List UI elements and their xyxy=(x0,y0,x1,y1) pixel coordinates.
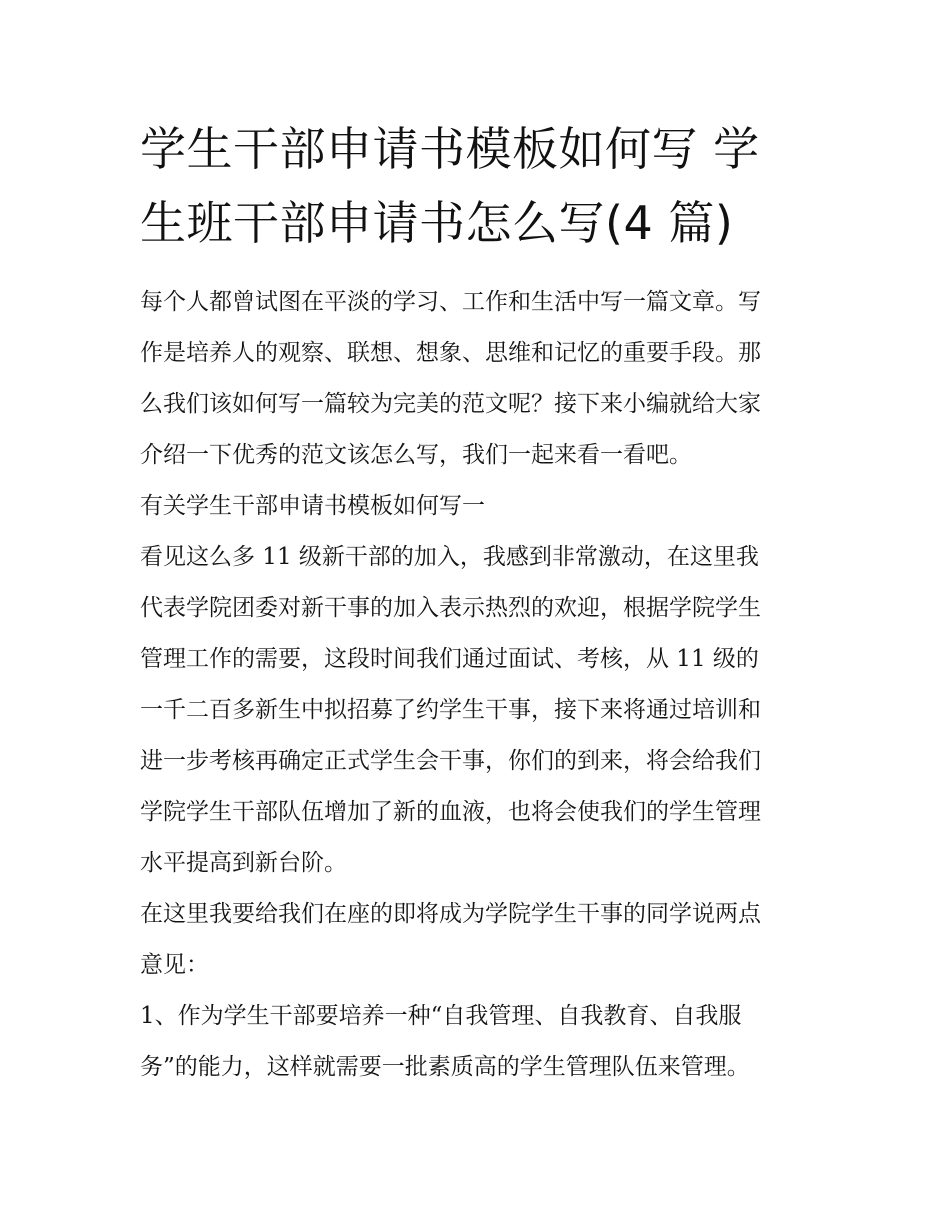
body-line: 一千二百多新生中拟招募了约学生干事，接下来将通过培训和 xyxy=(140,697,761,723)
body-line: 么我们该如何写一篇较为完美的范文呢？接下来小编就给大家 xyxy=(140,391,761,417)
body-line: 意见： xyxy=(140,952,209,978)
body-line: 介绍一下优秀的范文该怎么写，我们一起来看一看吧。 xyxy=(140,442,692,468)
body-line: 看见这么多 11 级新干部的加入，我感到非常激动，在这里我 xyxy=(140,544,759,570)
list-item-line: 1、作为学生干部要培养一种“自我管理、自我教育、自我服 xyxy=(140,1003,742,1029)
document-title xyxy=(140,112,820,260)
body-line: 学院学生干部队伍增加了新的血液，也将会使我们的学生管理 xyxy=(140,799,761,825)
title-line: 生班干部申请书怎么写(4 篇) xyxy=(140,196,734,250)
body-line: 管理工作的需要，这段时间我们通过面试、考核，从 11 级的 xyxy=(140,646,759,672)
list-item-line: 务”的能力，这样就需要一批素质高的学生管理队伍来管理。 xyxy=(140,1054,750,1080)
body-line: 进一步考核再确定正式学生会干事，你们的到来，将会给我们 xyxy=(140,748,761,774)
body-line: 水平提高到新台阶。 xyxy=(140,850,347,876)
body-line: 每个人都曾试图在平淡的学习、工作和生活中写一篇文章。写 xyxy=(140,289,761,315)
body-line: 在这里我要给我们在座的即将成为学院学生干事的同学说两点 xyxy=(140,901,761,927)
body-line: 作是培养人的观察、联想、想象、思维和记忆的重要手段。那 xyxy=(140,340,761,366)
title-line: 学生干部申请书模板如何写 学 xyxy=(140,122,760,176)
document-body xyxy=(140,277,830,1093)
section-heading: 有关学生干部申请书模板如何写一 xyxy=(140,493,485,519)
body-line: 代表学院团委对新干事的加入表示热烈的欢迎，根据学院学生 xyxy=(140,595,761,621)
